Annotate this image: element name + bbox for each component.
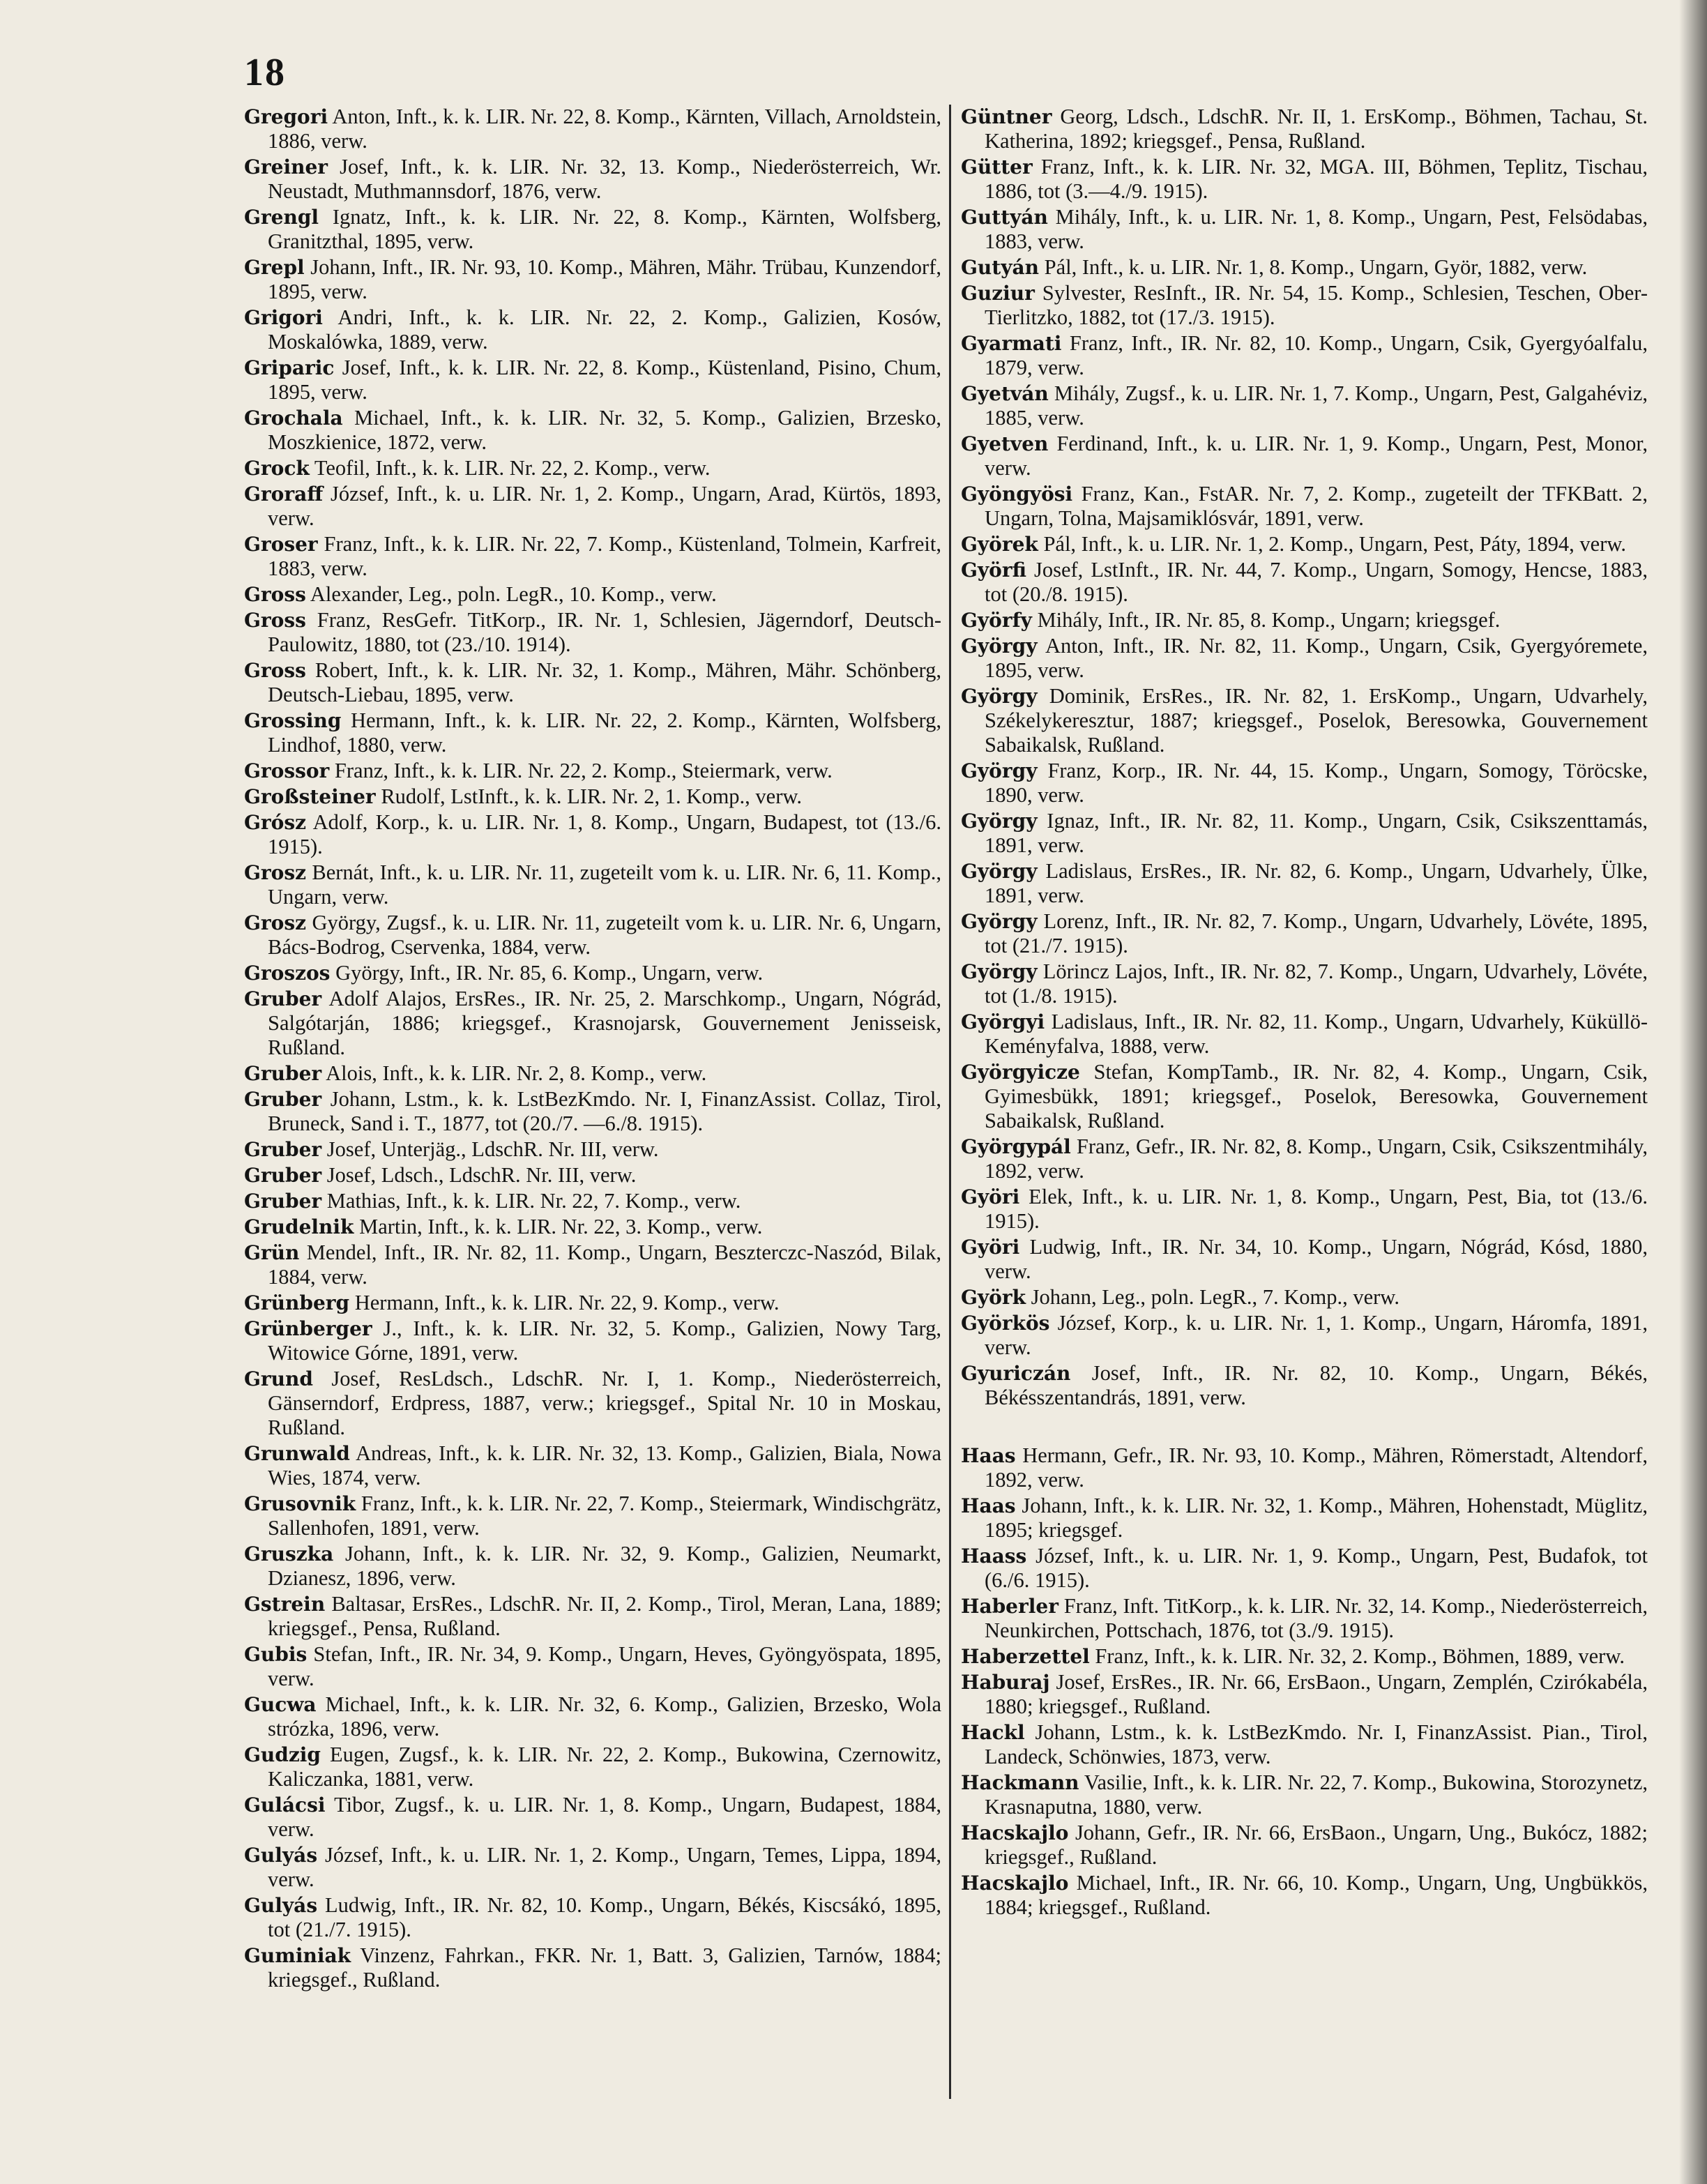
- entry-details: Josef, Inft., k. k. LIR. Nr. 32, 13. Komp., Niederösterreich, Wr. Neustadt, Muthmannsdorf, 1876, verw.: [268, 155, 941, 203]
- entry-details: Dominik, ErsRes., IR. Nr. 82, 1. ErsKomp., Ungarn, Udvarhely, Székelykeresztur, 1887; kriegsgef., Poselok, Beresowka, Gouvernement Sabaikalsk, Rußland.: [985, 684, 1648, 757]
- register-entry: [961, 1720, 1648, 1769]
- entry-details: Georg, Ldsch., LdschR. Nr. II, 1. ErsKomp., Böhmen, Tachau, St. Katherina, 1892; kriegsgef., Pensa, Rußland.: [985, 105, 1648, 153]
- entry-details: Johann, Gefr., IR. Nr. 66, ErsBaon., Ungarn, Ung., Bukócz, 1882; kriegsgef., Rußland.: [985, 1821, 1648, 1869]
- entry-details: Franz, Inft., k. k. LIR. Nr. 32, 2. Komp., Böhmen, 1889, verw.: [1095, 1644, 1625, 1668]
- register-entry: [244, 406, 941, 455]
- entry-surname: Gross: [244, 583, 306, 606]
- entry-surname: Gutyán: [961, 256, 1039, 279]
- register-entry: [961, 1311, 1648, 1360]
- entry-details: Josef, ResLdsch., LdschR. Nr. I, 1. Komp., Niederösterreich, Gänserndorf, Erdpress, 1887, verw.; kriegsgef., Spital Nr. 10 in Moskau, Rußland.: [268, 1367, 942, 1439]
- entry-surname: György: [961, 635, 1038, 658]
- entry-surname: Györek: [961, 533, 1038, 556]
- register-entry: [961, 1494, 1648, 1542]
- register-entry: [244, 1642, 941, 1691]
- entry-details: Franz, Inft., k. k. LIR. Nr. 22, 7. Komp., Küstenland, Tolmein, Karfreit, 1883, verw.: [268, 532, 941, 580]
- entry-surname: Haas: [961, 1494, 1016, 1517]
- entry-surname: Gruszka: [244, 1542, 334, 1565]
- register-entry: [961, 281, 1648, 330]
- entry-details: Alexander, Leg., poln. LegR., 10. Komp., verw.: [310, 582, 717, 606]
- entry-details: Mihály, Inft., k. u. LIR. Nr. 1, 8. Komp., Ungarn, Pest, Felsödabas, 1883, verw.: [985, 205, 1648, 253]
- entry-surname: Grósz: [244, 811, 307, 834]
- page-number: 18: [244, 51, 286, 94]
- register-entry: [244, 532, 941, 581]
- entry-surname: Grossing: [244, 709, 342, 732]
- entry-details: Johann, Lstm., k. k. LstBezKmdo. Nr. I, FinanzAssist. Collaz, Tirol, Bruneck, Sand i. T., 1877, tot (20./7. —6./8. 1915).: [268, 1087, 941, 1135]
- entry-details: Josef, Ldsch., LdschR. Nr. III, verw.: [326, 1163, 637, 1187]
- register-entry: [961, 1361, 1648, 1410]
- entry-details: Johann, Leg., poln. LegR., 7. Komp., verw.: [1031, 1285, 1399, 1309]
- register-entry: [244, 205, 941, 254]
- entry-details: Eugen, Zugsf., k. k. LIR. Nr. 22, 2. Komp., Bukowina, Czernowitz, Kaliczanka, 1881, verw.: [268, 1743, 942, 1791]
- entry-surname: Grünberger: [244, 1317, 372, 1340]
- register-entry: [961, 859, 1648, 908]
- register-entry: [244, 356, 941, 404]
- entry-details: Hermann, Gefr., IR. Nr. 93, 10. Komp., Mähren, Römerstadt, Altendorf, 1892, verw.: [985, 1443, 1648, 1492]
- register-entry: [244, 608, 941, 657]
- entry-surname: Grün: [244, 1241, 300, 1264]
- entry-surname: György: [961, 860, 1038, 883]
- entry-details: Stefan, KompTamb., IR. Nr. 82, 4. Komp., Ungarn, Csik, Gyimesbükk, 1891; kriegsgef., Poselok, Beresowka, Gouvernement Sabaikalsk, Rußland.: [985, 1060, 1648, 1132]
- register-entry: [244, 860, 941, 909]
- entry-surname: Hackmann: [961, 1771, 1079, 1794]
- register-entry: [244, 456, 941, 480]
- register-entry: [244, 759, 941, 783]
- register-entry: [961, 532, 1648, 556]
- register-entry: [961, 1235, 1648, 1284]
- entry-surname: György: [961, 810, 1038, 833]
- entry-details: Johann, Inft., k. k. LIR. Nr. 32, 9. Komp., Galizien, Neumarkt, Dzianesz, 1896, verw.: [268, 1542, 942, 1590]
- register-entry: [961, 1185, 1648, 1234]
- entry-surname: György: [961, 759, 1038, 782]
- entry-surname: Grock: [244, 457, 310, 480]
- register-entry: [244, 1215, 941, 1239]
- register-entry: [244, 1743, 941, 1791]
- register-entry: [244, 1592, 941, 1641]
- entry-surname: Guttyán: [961, 206, 1048, 229]
- column-divider: [949, 105, 951, 2099]
- register-entry: [244, 105, 941, 153]
- entry-details: Josef, Inft., IR. Nr. 82, 10. Komp., Ungarn, Békés, Békésszentandrás, 1891, verw.: [985, 1361, 1648, 1409]
- entry-surname: Grigori: [244, 306, 323, 329]
- entry-details: Anton, Inft., IR. Nr. 82, 11. Komp., Ungarn, Csik, Gyergyóremete, 1895, verw.: [985, 634, 1648, 682]
- register-entry: [961, 684, 1648, 757]
- register-entry: [244, 784, 941, 809]
- entry-surname: Györgyi: [961, 1010, 1045, 1033]
- register-entry: [961, 1644, 1648, 1669]
- entry-details: Andri, Inft., k. k. LIR. Nr. 22, 2. Komp., Galizien, Kosów, Moskalówka, 1889, verw.: [268, 305, 942, 354]
- entry-details: Bernát, Inft., k. u. LIR. Nr. 11, zugeteilt vom k. u. LIR. Nr. 6, 11. Komp., Ungarn, verw.: [268, 860, 941, 909]
- entry-surname: Großsteiner: [244, 785, 376, 808]
- register-entry: [961, 634, 1648, 683]
- register-entry: [961, 205, 1648, 254]
- entry-surname: Haass: [961, 1545, 1027, 1568]
- entry-details: Tibor, Zugsf., k. u. LIR. Nr. 1, 8. Komp., Ungarn, Budapest, 1884, verw.: [268, 1793, 941, 1841]
- register-entry: [961, 482, 1648, 531]
- entry-details: Mendel, Inft., IR. Nr. 82, 11. Komp., Ungarn, Beszterczc-Naszód, Bilak, 1884, verw.: [268, 1241, 941, 1289]
- register-entry: [244, 1893, 941, 1942]
- entry-details: Hermann, Inft., k. k. LIR. Nr. 22, 2. Komp., Kärnten, Wolfsberg, Lindhof, 1880, verw.: [268, 708, 942, 757]
- entry-surname: Grepl: [244, 256, 305, 279]
- entry-surname: Györi: [961, 1185, 1020, 1208]
- register-entry: [961, 1135, 1648, 1183]
- entry-surname: Gruber: [244, 987, 322, 1010]
- register-entry: [961, 1544, 1648, 1593]
- register-entry: [961, 1670, 1648, 1719]
- entry-surname: Güntner: [961, 105, 1052, 128]
- entry-details: Ignaz, Inft., IR. Nr. 82, 11. Komp., Ungarn, Csik, Csikszenttamás, 1891, verw.: [985, 809, 1648, 857]
- entry-surname: Györgyicze: [961, 1061, 1080, 1084]
- register-entry: [244, 305, 941, 354]
- entry-details: Adolf, Korp., k. u. LIR. Nr. 1, 8. Komp., Ungarn, Budapest, tot (13./6. 1915).: [268, 810, 942, 858]
- entry-details: Mihály, Inft., IR. Nr. 85, 8. Komp., Ungarn; kriegsgef.: [1037, 608, 1501, 632]
- entry-surname: Guminiak: [244, 1944, 351, 1967]
- entry-details: Franz, Inft., k. k. LIR. Nr. 22, 7. Komp., Steiermark, Windischgrätz, Sallenhofen, 1891, verw.: [268, 1492, 941, 1540]
- entry-surname: Groraff: [244, 483, 324, 506]
- entry-surname: Grengl: [244, 206, 319, 229]
- entry-details: Hermann, Inft., k. k. LIR. Nr. 22, 9. Komp., verw.: [354, 1291, 780, 1314]
- register-entry: [244, 1692, 941, 1741]
- register-entry: [244, 961, 941, 985]
- register-entry: [961, 909, 1648, 958]
- register-entry: [244, 1843, 941, 1892]
- entry-details: Vasilie, Inft., k. k. LIR. Nr. 22, 7. Komp., Bukowina, Storozynetz, Krasnaputna, 1880, verw.: [985, 1770, 1648, 1819]
- entry-surname: Groszos: [244, 962, 331, 985]
- entry-details: József, Korp., k. u. LIR. Nr. 1, 1. Komp., Ungarn, Háromfa, 1891, verw.: [985, 1311, 1648, 1359]
- entry-details: Rudolf, LstInft., k. k. LIR. Nr. 2, 1. Komp., verw.: [381, 784, 803, 808]
- entry-details: Johann, Lstm., k. k. LstBezKmdo. Nr. I, FinanzAssist. Pian., Tirol, Landeck, Schönwies, 1873, verw.: [985, 1720, 1648, 1768]
- register-entry: [961, 759, 1648, 807]
- entry-surname: Haberzettel: [961, 1645, 1090, 1668]
- register-entry: [244, 1291, 941, 1315]
- entry-details: Pál, Inft., k. u. LIR. Nr. 1, 2. Komp., Ungarn, Pest, Páty, 1894, verw.: [1043, 532, 1627, 556]
- entry-details: Vinzenz, Fahrkan., FKR. Nr. 1, Batt. 3, Galizien, Tarnów, 1884; kriegsgef., Rußland.: [268, 1943, 941, 1992]
- register-entry: [961, 1770, 1648, 1819]
- entry-details: Mihály, Zugsf., k. u. LIR. Nr. 1, 7. Komp., Ungarn, Pest, Galgahéviz, 1885, verw.: [985, 381, 1648, 430]
- register-entry: [961, 381, 1648, 430]
- entry-details: Baltasar, ErsRes., LdschR. Nr. II, 2. Komp., Tirol, Meran, Lana, 1889; kriegsgef., Pensa, Rußland.: [268, 1592, 942, 1640]
- entry-surname: Gucwa: [244, 1693, 317, 1716]
- entry-details: Stefan, Inft., IR. Nr. 34, 9. Komp., Ungarn, Heves, Gyöngyöspata, 1895, verw.: [268, 1642, 942, 1690]
- entry-details: Robert, Inft., k. k. LIR. Nr. 32, 1. Komp., Mähren, Mähr. Schönberg, Deutsch-Liebau, 1895, verw.: [268, 658, 942, 706]
- entry-surname: Györkös: [961, 1312, 1050, 1335]
- entry-surname: Gyuriczán: [961, 1362, 1071, 1385]
- register-entry: [244, 1241, 941, 1289]
- register-entry: [961, 1285, 1648, 1310]
- entry-details: Andreas, Inft., k. k. LIR. Nr. 32, 13. Komp., Galizien, Biala, Nowa Wies, 1874, verw.: [268, 1441, 942, 1489]
- entry-surname: Gregori: [244, 105, 328, 128]
- entry-surname: Greiner: [244, 156, 328, 179]
- entry-surname: Gütter: [961, 156, 1033, 179]
- entry-details: György, Zugsf., k. u. LIR. Nr. 11, zugeteilt vom k. u. LIR. Nr. 6, Ungarn, Bács-Bodrog, Cservenka, 1884, verw.: [268, 911, 942, 959]
- entry-surname: Gross: [244, 609, 306, 632]
- entry-details: József, Inft., k. u. LIR. Nr. 1, 2. Komp., Ungarn, Arad, Kürtös, 1893, verw.: [268, 482, 942, 530]
- entry-surname: Györfi: [961, 559, 1026, 582]
- register-entry: [244, 1367, 941, 1440]
- entry-surname: Groser: [244, 533, 318, 556]
- entry-surname: Gyetván: [961, 382, 1049, 405]
- entry-details: Alois, Inft., k. k. LIR. Nr. 2, 8. Komp., verw.: [326, 1061, 707, 1085]
- entry-details: J., Inft., k. k. LIR. Nr. 32, 5. Komp., Galizien, Nowy Targ, Witowice Górne, 1891, verw.: [268, 1317, 941, 1365]
- register-entry: [961, 1871, 1648, 1920]
- entry-surname: Griparic: [244, 356, 335, 379]
- register-entry: [961, 331, 1648, 380]
- entry-details: Anton, Inft., k. k. LIR. Nr. 22, 8. Komp., Kärnten, Villach, Arnoldstein, 1886, verw.: [268, 105, 941, 153]
- entry-details: Ferdinand, Inft., k. u. LIR. Nr. 1, 9. Komp., Ungarn, Pest, Monor, verw.: [985, 432, 1648, 480]
- register-entry: [244, 1441, 941, 1490]
- register-entry: [961, 960, 1648, 1008]
- entry-details: Michael, Inft., IR. Nr. 66, 10. Komp., Ungarn, Ung, Ungbükkös, 1884; kriegsgef., Rußland.: [985, 1871, 1648, 1919]
- entry-details: Ludwig, Inft., IR. Nr. 82, 10. Komp., Ungarn, Békés, Kiscsákó, 1895, tot (21./7. 1915).: [268, 1893, 941, 1941]
- register-entry: [244, 1163, 941, 1188]
- entry-details: Michael, Inft., k. k. LIR. Nr. 32, 5. Komp., Galizien, Brzesko, Moszkienice, 1872, verw.: [268, 406, 942, 454]
- register-entry: [961, 608, 1648, 632]
- entry-surname: Grunwald: [244, 1442, 350, 1465]
- entry-details: Ignatz, Inft., k. k. LIR. Nr. 22, 8. Komp., Kärnten, Wolfsberg, Granitzthal, 1895, verw.: [268, 205, 942, 253]
- register-entry: [961, 155, 1648, 204]
- entry-details: Pál, Inft., k. u. LIR. Nr. 1, 8. Komp., Ungarn, Györ, 1882, verw.: [1044, 255, 1588, 279]
- register-entry: [244, 1492, 941, 1540]
- entry-surname: Gyetven: [961, 432, 1049, 455]
- register-entry: [244, 987, 941, 1060]
- register-entry: [961, 105, 1648, 153]
- entry-details: Mathias, Inft., k. k. LIR. Nr. 22, 7. Komp., verw.: [326, 1189, 741, 1213]
- entry-surname: Gulyás: [244, 1844, 318, 1867]
- entry-details: Josef, LstInft., IR. Nr. 44, 7. Komp., Ungarn, Somogy, Hencse, 1883, tot (20./8. 1915).: [985, 558, 1648, 606]
- register-entry: [244, 155, 941, 204]
- entry-surname: Gudzig: [244, 1743, 321, 1766]
- entry-surname: Grudelnik: [244, 1215, 354, 1238]
- entry-surname: Grünberg: [244, 1291, 350, 1314]
- entry-surname: Grusovnik: [244, 1492, 356, 1515]
- entry-details: Martin, Inft., k. k. LIR. Nr. 22, 3. Komp., verw.: [359, 1215, 763, 1238]
- entry-surname: Gruber: [244, 1088, 322, 1111]
- entry-surname: György: [961, 685, 1038, 708]
- entry-surname: Guziur: [961, 282, 1035, 305]
- entry-details: Michael, Inft., k. k. LIR. Nr. 32, 6. Komp., Galizien, Brzesko, Wola strózka, 1896, verw.: [268, 1692, 942, 1741]
- entry-surname: Hackl: [961, 1721, 1025, 1744]
- entry-details: Franz, Inft., k. k. LIR. Nr. 32, MGA. III, Böhmen, Teplitz, Tischau, 1886, tot (3.—4./9. 1915).: [985, 155, 1648, 203]
- register-entry: [244, 1317, 941, 1365]
- left-column: [244, 105, 941, 1994]
- entry-surname: Gyarmati: [961, 332, 1062, 355]
- entry-surname: Grochala: [244, 407, 343, 430]
- entry-surname: Haas: [961, 1444, 1016, 1467]
- register-entry: [244, 582, 941, 607]
- entry-surname: Grosz: [244, 911, 307, 934]
- entry-surname: Hacskajlo: [961, 1821, 1069, 1844]
- entry-details: Ludwig, Inft., IR. Nr. 34, 10. Komp., Ungarn, Nógrád, Kósd, 1880, verw.: [985, 1235, 1648, 1283]
- register-entry: [961, 255, 1648, 280]
- entry-surname: Haberler: [961, 1595, 1059, 1618]
- entry-details: Franz, Inft. TitKorp., k. k. LIR. Nr. 32, 14. Komp., Niederösterreich, Neunkirchen, Pottschach, 1876, tot (3./9. 1915).: [985, 1594, 1648, 1642]
- register-entry: [961, 432, 1648, 480]
- entry-details: Lorenz, Inft., IR. Nr. 82, 7. Komp., Ungarn, Udvarhely, Lövéte, 1895, tot (21./7. 1915).: [985, 909, 1648, 957]
- entry-details: József, Inft., k. u. LIR. Nr. 1, 2. Komp., Ungarn, Temes, Lippa, 1894, verw.: [268, 1843, 941, 1891]
- entry-details: Ladislaus, Inft., IR. Nr. 82, 11. Komp., Ungarn, Udvarhely, Küküllö-Keményfalva, 1888, verw.: [985, 1010, 1648, 1058]
- entry-surname: Grosz: [244, 861, 307, 884]
- entry-details: Franz, ResGefr. TitKorp., IR. Nr. 1, Schlesien, Jägerndorf, Deutsch-Paulowitz, 1880, tot (23./10. 1914).: [268, 608, 942, 656]
- register-entry: [244, 810, 941, 859]
- entry-details: Sylvester, ResInft., IR. Nr. 54, 15. Komp., Schlesien, Teschen, Ober-Tierlitzko, 1882, tot (17./3. 1915).: [985, 281, 1648, 329]
- register-entry: [244, 708, 941, 757]
- entry-surname: Grossor: [244, 759, 330, 782]
- register-entry: [244, 1542, 941, 1591]
- register-entry: [244, 1061, 941, 1086]
- entry-details: Franz, Korp., IR. Nr. 44, 15. Komp., Ungarn, Somogy, Töröcske, 1890, verw.: [985, 759, 1648, 807]
- entry-details: Lörincz Lajos, Inft., IR. Nr. 82, 7. Komp., Ungarn, Udvarhely, Lövéte, tot (1./8. 1915).: [985, 960, 1648, 1008]
- register-entry: [244, 911, 941, 960]
- register-entry: [244, 1087, 941, 1136]
- entry-surname: Gruber: [244, 1190, 322, 1213]
- entry-details: Josef, ErsRes., IR. Nr. 66, ErsBaon., Ungarn, Zemplén, Czirókabéla, 1880; kriegsgef., Rußland.: [985, 1670, 1648, 1718]
- register-entry: [961, 558, 1648, 607]
- entry-surname: Hacskajlo: [961, 1872, 1069, 1895]
- entry-surname: Gross: [244, 659, 306, 682]
- register-entry: [244, 1137, 941, 1162]
- register-entry: [244, 1943, 941, 1992]
- entry-surname: Györgypál: [961, 1135, 1071, 1158]
- entry-surname: Gstrein: [244, 1593, 326, 1616]
- register-entry: [961, 1443, 1648, 1492]
- entry-surname: György: [961, 960, 1038, 983]
- entry-surname: Gyöngyösi: [961, 483, 1073, 506]
- page-edge-shadow: [1679, 0, 1707, 2184]
- entry-details: Josef, Unterjäg., LdschR. Nr. III, verw.: [326, 1137, 659, 1161]
- entry-details: Elek, Inft., k. u. LIR. Nr. 1, 8. Komp., Ungarn, Pest, Bia, tot (13./6. 1915).: [985, 1185, 1648, 1233]
- register-entry: [244, 255, 941, 304]
- entry-surname: Gulácsi: [244, 1794, 326, 1817]
- entry-surname: Haburaj: [961, 1671, 1050, 1694]
- entry-surname: György: [961, 910, 1038, 933]
- entry-surname: Györi: [961, 1236, 1020, 1259]
- entry-surname: Györk: [961, 1286, 1026, 1309]
- entry-details: Adolf Alajos, ErsRes., IR. Nr. 25, 2. Marschkomp., Ungarn, Nógrád, Salgótarján, 1886; kriegsgef., Krasnojarsk, Gouvernement Jenisseisk, Rußland.: [268, 987, 941, 1059]
- entry-surname: Gulyás: [244, 1894, 318, 1917]
- entry-surname: Gruber: [244, 1164, 322, 1187]
- right-column: [961, 105, 1648, 1921]
- entry-surname: Györfy: [961, 609, 1032, 632]
- register-entry: [244, 1189, 941, 1213]
- entry-details: György, Inft., IR. Nr. 85, 6. Komp., Ungarn, verw.: [335, 961, 764, 985]
- register-entry: [244, 1793, 941, 1842]
- entry-details: Franz, Inft., k. k. LIR. Nr. 22, 2. Komp., Steiermark, verw.: [334, 759, 833, 782]
- entry-details: József, Inft., k. u. LIR. Nr. 1, 9. Komp., Ungarn, Pest, Budafok, tot (6./6. 1915).: [985, 1544, 1648, 1592]
- register-entry: [244, 658, 941, 707]
- register-entry: [961, 809, 1648, 858]
- entry-surname: Gubis: [244, 1643, 308, 1666]
- register-entry: [244, 482, 941, 531]
- entry-details: Josef, Inft., k. k. LIR. Nr. 22, 8. Komp., Küstenland, Pisino, Chum, 1895, verw.: [268, 356, 941, 404]
- register-entry: [961, 1821, 1648, 1870]
- entry-details: Franz, Kan., FstAR. Nr. 7, 2. Komp., zugeteilt der TFKBatt. 2, Ungarn, Tolna, Majsamiklósvár, 1891, verw.: [985, 482, 1648, 530]
- entry-details: Ladislaus, ErsRes., IR. Nr. 82, 6. Komp., Ungarn, Udvarhely, Ülke, 1891, verw.: [985, 859, 1648, 907]
- entry-details: Franz, Inft., IR. Nr. 82, 10. Komp., Ungarn, Csik, Gyergyóalfalu, 1879, verw.: [985, 331, 1648, 379]
- entry-details: Johann, Inft., k. k. LIR. Nr. 32, 1. Komp., Mähren, Hohenstadt, Müglitz, 1895; kriegsgef.: [985, 1494, 1648, 1542]
- entry-details: Teofil, Inft., k. k. LIR. Nr. 22, 2. Komp., verw.: [314, 456, 711, 480]
- entry-surname: Gruber: [244, 1062, 322, 1085]
- entry-details: Johann, Inft., IR. Nr. 93, 10. Komp., Mähren, Mähr. Trübau, Kunzendorf, 1895, verw.: [268, 255, 942, 303]
- entry-surname: Grund: [244, 1367, 313, 1390]
- entry-details: Franz, Gefr., IR. Nr. 82, 8. Komp., Ungarn, Csik, Csikszentmihály, 1892, verw.: [985, 1135, 1648, 1183]
- register-entry: [961, 1060, 1648, 1133]
- register-entry: [961, 1594, 1648, 1643]
- entry-surname: Gruber: [244, 1138, 322, 1161]
- register-entry: [961, 1010, 1648, 1059]
